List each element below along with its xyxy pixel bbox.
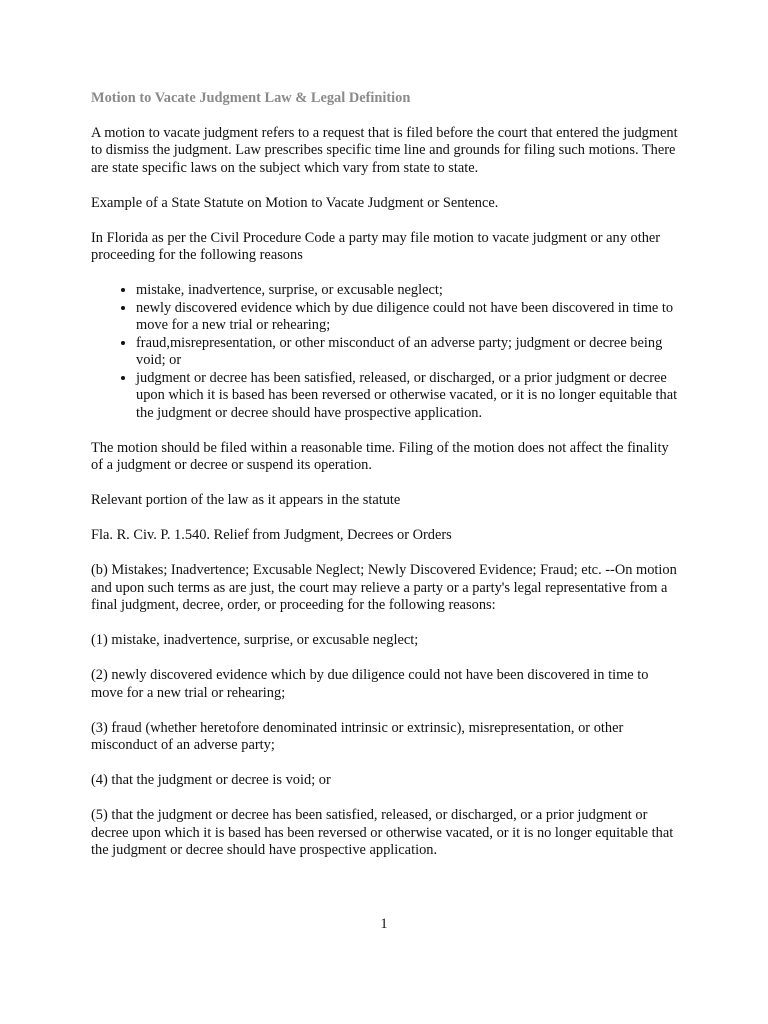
timing-paragraph: The motion should be filed within a reasonable time. Filing of the motion does not affect the finality of a judgment or decree or suspend its operation. (91, 439, 669, 473)
statute-reason-2: (2) newly discovered evidence which by due diligence could not have been discovered in time to move for a new trial or rehearing; (91, 667, 649, 701)
reason-item: • judgment or decree has been satisfied, released, or discharged, or a prior judgment or decree upon which it is based has been reversed or otherwise vacated, or it is no longer equitable that the judgment or decree should have prospective application. (136, 370, 683, 423)
statute-citation: Fla. R. Civ. P. 1.540. Relief from Judgment, Decrees or Orders (91, 527, 452, 543)
document-title: Motion to Vacate Judgment Law & Legal Definition (91, 90, 411, 106)
statute-section-b: (b) Mistakes; Inadvertence; Excusable Neglect; Newly Discovered Evidence; Fraud; etc. --On motion and upon such terms as are just, the court may relieve a party or a party's legal representative from a final judgment, decree, order, or proceeding for the following reasons: (91, 562, 677, 613)
statute-reason-4: (4) that the judgment or decree is void; or (91, 772, 331, 788)
reason-item: • newly discovered evidence which by due diligence could not have been discovered in time to move for a new trial or rehearing; (136, 300, 683, 335)
reasons-list (91, 282, 683, 422)
statute-reason-3: (3) fraud (whether heretofore denominated intrinsic or extrinsic), misrepresentation, or other misconduct of an adverse party; (91, 719, 624, 753)
statute-reason-1: (1) mistake, inadvertence, surprise, or excusable neglect; (91, 632, 419, 648)
reason-item: • mistake, inadvertence, surprise, or excusable neglect; (136, 282, 683, 300)
florida-paragraph: In Florida as per the Civil Procedure Code a party may file motion to vacate judgment or any other proceeding for the following reasons (91, 229, 661, 263)
example-heading: Example of a State Statute on Motion to Vacate Judgment or Sentence. (91, 194, 499, 211)
document-body (91, 90, 683, 877)
page-number: 1 (380, 916, 388, 932)
statute-intro: Relevant portion of the law as it appears in the statute (91, 492, 401, 508)
reason-item: • fraud,misrepresentation, or other misconduct of an adverse party; judgment or decree being void; or (136, 335, 683, 370)
statute-reason-5: (5) that the judgment or decree has been satisfied, released, or discharged, or a prior judgment or decree upon which it is based has been reversed or otherwise vacated, or it is no longer equitable that the judgment or decree should have prospective application. (91, 807, 674, 858)
intro-paragraph: A motion to vacate judgment refers to a request that is filed before the court that entered the judgment to dismiss the judgment. Law prescribes specific time line and grounds for filing such motions. There are state specific laws on the subject which vary from state to state. (91, 124, 678, 176)
